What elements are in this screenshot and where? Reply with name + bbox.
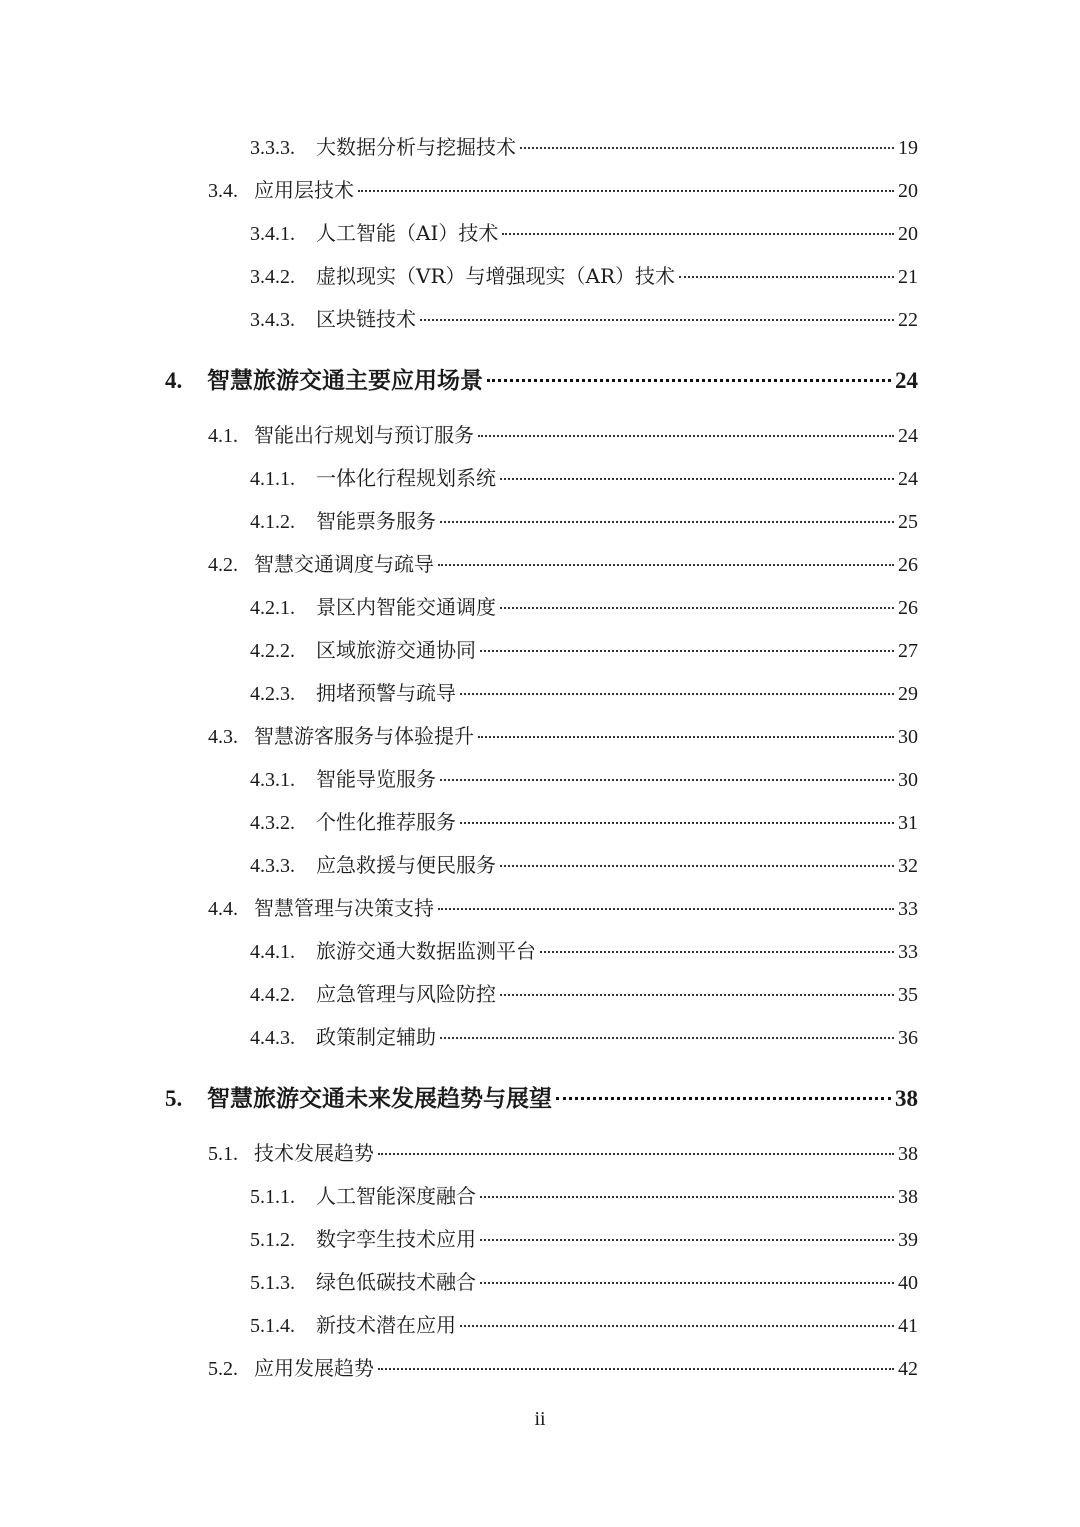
toc-entry-title: 数字孪生技术应用	[316, 1227, 476, 1251]
toc-entry-title: 拥堵预警与疏导	[316, 681, 456, 705]
toc-entry-level-2[interactable]	[208, 893, 918, 923]
toc-entry-number: 5.1.	[208, 1143, 238, 1165]
toc-entry-title: 人工智能深度融合	[316, 1184, 476, 1208]
toc-entry-page-number: 33	[898, 941, 918, 963]
toc-entry-level-1[interactable]	[165, 364, 918, 398]
toc-entry-title: 智慧管理与决策支持	[254, 896, 434, 920]
toc-dot-leader	[540, 951, 894, 953]
toc-entry-title: 一体化行程规划系统	[316, 466, 496, 490]
toc-dot-leader	[520, 147, 894, 149]
toc-entry-number: 3.4.2.	[250, 266, 295, 288]
toc-dot-leader	[420, 319, 894, 321]
toc-entry-level-3[interactable]	[250, 1310, 918, 1340]
toc-dot-leader	[378, 1153, 894, 1155]
toc-entry-number: 5.2.	[208, 1358, 238, 1380]
toc-entry-title: 智慧交通调度与疏导	[254, 552, 434, 576]
toc-entry-level-2[interactable]	[208, 1138, 918, 1168]
toc-entry-level-3[interactable]	[250, 506, 918, 536]
toc-entry-title: 应急救援与便民服务	[316, 853, 496, 877]
toc-entry-level-3[interactable]	[250, 807, 918, 837]
toc-entry-number: 5.1.4.	[250, 1315, 295, 1337]
toc-entry-level-2[interactable]	[208, 175, 918, 205]
toc-dot-leader	[480, 650, 894, 652]
toc-entry-title: 智慧旅游交通未来发展趋势与展望	[207, 1085, 552, 1112]
toc-entry-title: 应用发展趋势	[254, 1356, 374, 1380]
toc-entry-number: 4.3.3.	[250, 855, 295, 877]
toc-dot-leader	[480, 1282, 894, 1284]
toc-entry-page-number: 26	[898, 554, 918, 576]
toc-entry-page-number: 32	[898, 855, 918, 877]
toc-entry-page-number: 38	[898, 1143, 918, 1165]
toc-entry-page-number: 30	[898, 769, 918, 791]
toc-dot-leader	[460, 1325, 894, 1327]
toc-dot-leader	[440, 779, 894, 781]
toc-entry-page-number: 41	[898, 1315, 918, 1337]
toc-entry-page-number: 39	[898, 1229, 918, 1251]
toc-entry-title: 应用层技术	[254, 178, 354, 202]
toc-entry-page-number: 21	[898, 266, 918, 288]
toc-entry-page-number: 22	[898, 309, 918, 331]
toc-dot-leader	[500, 478, 894, 480]
toc-entry-number: 4.4.1.	[250, 941, 295, 963]
toc-dot-leader	[460, 822, 894, 824]
toc-entry-page-number: 35	[898, 984, 918, 1006]
toc-dot-leader	[480, 1239, 894, 1241]
toc-dot-leader	[480, 1196, 894, 1198]
toc-entry-page-number: 33	[898, 898, 918, 920]
toc-entry-page-number: 36	[898, 1027, 918, 1049]
toc-entry-number: 4.1.1.	[250, 468, 295, 490]
toc-entry-level-3[interactable]	[250, 218, 918, 248]
toc-entry-title: 绿色低碳技术融合	[316, 1270, 476, 1294]
toc-entry-level-3[interactable]	[250, 1224, 918, 1254]
toc-dot-leader	[440, 1037, 894, 1039]
toc-entry-title: 景区内智能交通调度	[316, 595, 496, 619]
toc-entry-title: 大数据分析与挖掘技术	[316, 135, 516, 159]
toc-dot-leader	[478, 736, 894, 738]
toc-entry-title: 旅游交通大数据监测平台	[316, 939, 536, 963]
toc-entry-number: 4.3.1.	[250, 769, 295, 791]
toc-entry-level-3[interactable]	[250, 1022, 918, 1052]
toc-entry-number: 3.4.1.	[250, 223, 295, 245]
toc-entry-page-number: 31	[898, 812, 918, 834]
toc-entry-level-3[interactable]	[250, 1181, 918, 1211]
toc-entry-page-number: 25	[898, 511, 918, 533]
toc-entry-level-3[interactable]	[250, 936, 918, 966]
toc-entry-title: 虚拟现实（VR）与增强现实（AR）技术	[316, 264, 676, 288]
toc-entry-title: 应急管理与风险防控	[316, 982, 496, 1006]
toc-entry-page-number: 24	[898, 425, 918, 447]
toc-dot-leader	[358, 190, 894, 192]
toc-entry-page-number: 24	[898, 468, 918, 490]
toc-entry-number: 4.4.3.	[250, 1027, 295, 1049]
toc-entry-level-3[interactable]	[250, 850, 918, 880]
toc-entry-level-3[interactable]	[250, 635, 918, 665]
toc-entry-title: 智能票务服务	[316, 509, 436, 533]
toc-entry-title: 政策制定辅助	[316, 1025, 436, 1049]
toc-entry-number: 3.4.3.	[250, 309, 295, 331]
toc-dot-leader	[487, 379, 891, 382]
toc-entry-level-3[interactable]	[250, 678, 918, 708]
toc-entry-number: 4.4.2.	[250, 984, 295, 1006]
toc-entry-level-1[interactable]	[165, 1082, 918, 1116]
toc-entry-number: 4.2.3.	[250, 683, 295, 705]
toc-dot-leader	[378, 1368, 894, 1370]
toc-entry-level-2[interactable]	[208, 1353, 918, 1383]
toc-entry-page-number: 24	[895, 368, 918, 393]
toc-entry-page-number: 42	[898, 1358, 918, 1380]
toc-dot-leader	[460, 693, 894, 695]
toc-entry-number: 4.3.2.	[250, 812, 295, 834]
toc-entry-page-number: 20	[898, 223, 918, 245]
toc-entry-title: 智慧旅游交通主要应用场景	[207, 367, 483, 394]
toc-entry-title: 智慧游客服务与体验提升	[254, 724, 474, 748]
toc-entry-number: 5.1.2.	[250, 1229, 295, 1251]
toc-entry-number: 4.2.1.	[250, 597, 295, 619]
toc-entry-level-3[interactable]	[250, 261, 918, 291]
toc-entry-level-2[interactable]	[208, 420, 918, 450]
toc-entry-title: 智能出行规划与预订服务	[254, 423, 474, 447]
toc-dot-leader	[478, 435, 894, 437]
toc-entry-level-2[interactable]	[208, 721, 918, 751]
toc-entry-title: 技术发展趋势	[254, 1141, 374, 1165]
toc-entry-number: 4.2.2.	[250, 640, 295, 662]
toc-dot-leader	[500, 865, 894, 867]
toc-entry-number: 5.1.3.	[250, 1272, 295, 1294]
toc-entry-number: 3.3.3.	[250, 137, 295, 159]
toc-entry-page-number: 29	[898, 683, 918, 705]
toc-entry-title: 个性化推荐服务	[316, 810, 456, 834]
page-number-footer: ii	[534, 1408, 546, 1430]
toc-entry-page-number: 19	[898, 137, 918, 159]
toc-dot-leader	[500, 607, 894, 609]
toc-entry-number: 4.1.	[208, 425, 238, 447]
toc-entry-title: 区块链技术	[316, 307, 416, 331]
toc-entry-title: 智能导览服务	[316, 767, 436, 791]
toc-entry-page-number: 38	[898, 1186, 918, 1208]
toc-entry-title: 区域旅游交通协同	[316, 638, 476, 662]
toc-dot-leader	[502, 233, 894, 235]
toc-dot-leader	[440, 521, 894, 523]
toc-entry-page-number: 26	[898, 597, 918, 619]
toc-entry-level-3[interactable]	[250, 764, 918, 794]
toc-entry-number: 3.4.	[208, 180, 238, 202]
toc-entry-number: 4.	[165, 368, 183, 393]
toc-entry-level-3[interactable]	[250, 1267, 918, 1297]
toc-dot-leader	[438, 564, 894, 566]
toc-entry-number: 5.1.1.	[250, 1186, 295, 1208]
toc-entry-page-number: 27	[898, 640, 918, 662]
toc-entry-page-number: 30	[898, 726, 918, 748]
toc-entry-level-3[interactable]	[250, 979, 918, 1009]
toc-entry-level-3[interactable]	[250, 463, 918, 493]
toc-entry-level-2[interactable]	[208, 549, 918, 579]
toc-entry-title: 新技术潜在应用	[316, 1313, 456, 1337]
toc-entry-number: 4.3.	[208, 726, 238, 748]
toc-dot-leader	[679, 276, 894, 278]
toc-entry-number: 5.	[165, 1086, 183, 1111]
toc-entry-level-3[interactable]	[250, 592, 918, 622]
toc-dot-leader	[500, 994, 894, 996]
toc-entry-page-number: 40	[898, 1272, 918, 1294]
toc-entry-title: 人工智能（AI）技术	[316, 221, 499, 245]
toc-entry-level-3[interactable]	[250, 304, 918, 334]
toc-entry-number: 4.2.	[208, 554, 238, 576]
toc-entry-page-number: 38	[895, 1086, 918, 1111]
toc-entry-page-number: 20	[898, 180, 918, 202]
toc-dot-leader	[556, 1097, 891, 1100]
toc-entry-level-3[interactable]	[250, 132, 918, 162]
toc-dot-leader	[438, 908, 894, 910]
toc-entry-number: 4.1.2.	[250, 511, 295, 533]
toc-entry-number: 4.4.	[208, 898, 238, 920]
